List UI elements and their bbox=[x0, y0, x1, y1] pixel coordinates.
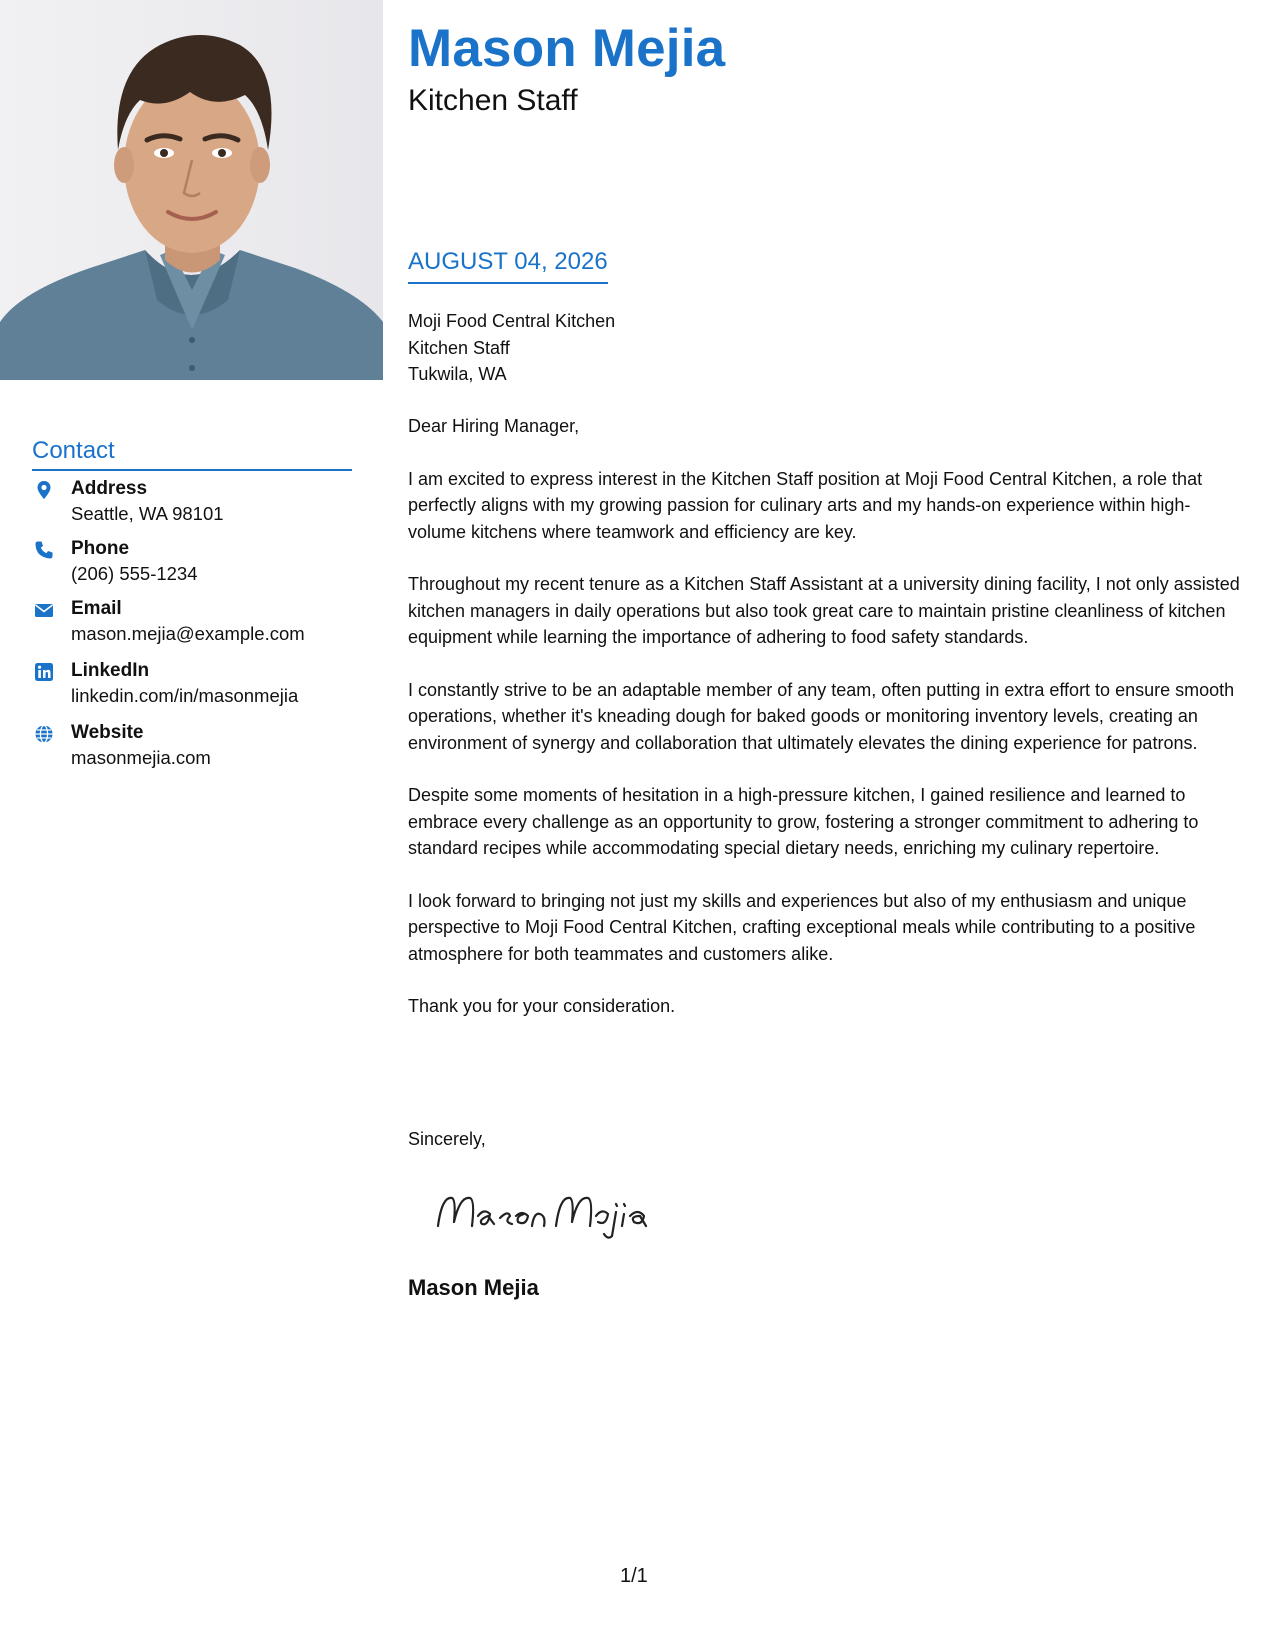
contact-heading: Contact bbox=[32, 437, 352, 471]
letter-date: AUGUST 04, 2026 bbox=[408, 248, 608, 284]
contact-value: Seattle, WA 98101 bbox=[71, 503, 224, 524]
recipient-location: Tukwila, WA bbox=[408, 364, 507, 384]
contact-label: Email bbox=[71, 598, 122, 619]
letter-paragraph: I constantly strive to be an adaptable member of any team, often putting in extra effort to ensure smooth operations, whether it's kneading dough for baked goods or monitoring inventory levels, creating an environment of synergy and collaboration that ultimately elevates the dining experience for patrons. bbox=[408, 679, 1235, 753]
signed-name: Mason Mejia bbox=[408, 1275, 539, 1300]
salutation: Dear Hiring Manager, bbox=[408, 416, 580, 436]
portrait-illustration bbox=[0, 0, 383, 380]
recipient-company: Moji Food Central Kitchen bbox=[408, 311, 616, 331]
phone-icon bbox=[34, 540, 54, 560]
profile-photo bbox=[0, 0, 383, 380]
contact-value: (206) 555-1234 bbox=[71, 563, 198, 584]
closing: Sincerely, bbox=[408, 1129, 486, 1149]
letter-body bbox=[408, 413, 1240, 1046]
letter-paragraph: Throughout my recent tenure as a Kitchen Staff Assistant at a university dining facility, I not only assisted kitchen managers in daily operations but also took great care to maintain pristine cleanliness of kitchen equipment while learning the importance of adhering to food safety standards. bbox=[408, 574, 1240, 647]
recipient-block bbox=[408, 308, 615, 388]
contact-value[interactable]: masonmejia.com bbox=[71, 747, 211, 768]
contact-value[interactable]: mason.mejia@example.com bbox=[71, 623, 305, 644]
contact-label: Address bbox=[71, 478, 148, 499]
recipient-position: Kitchen Staff bbox=[408, 337, 510, 358]
linkedin-icon bbox=[34, 662, 54, 682]
job-title: Kitchen Staff bbox=[408, 84, 578, 117]
contact-value[interactable]: linkedin.com/in/masonmejia bbox=[71, 685, 299, 706]
signature-image bbox=[430, 1182, 660, 1242]
letter-paragraph: Despite some moments of hesitation in a high-pressure kitchen, I gained resilience and learned to embrace every challenge as an opportunity to grow, fostering a stronger commitment to adhering to standard recipes while accommodating special dietary needs, enriching my culinary repertoire. bbox=[408, 785, 1199, 858]
contact-label: Website bbox=[71, 722, 144, 743]
envelope-icon bbox=[34, 600, 54, 620]
candidate-name: Mason Mejia bbox=[408, 19, 726, 78]
letter-paragraph: I look forward to bringing not just my skills and experiences but also of my enthusiasm and unique perspective to Moji Food Central Kitchen, crafting exceptional meals while contributing to a positive atmosphere for both teammates and customers alike. bbox=[408, 890, 1196, 964]
location-pin-icon bbox=[34, 480, 54, 500]
letter-paragraph: I am excited to express interest in the Kitchen Staff position at Moji Food Central Kitchen, a role that perfectly aligns with my growing passion for culinary arts and my hands-on experience within high-volume kitchens where teamwork and efficiency are key. bbox=[408, 468, 1203, 542]
globe-icon bbox=[34, 724, 54, 744]
contact-label: Phone bbox=[71, 538, 130, 559]
letter-paragraph: Thank you for your consideration. bbox=[408, 996, 676, 1016]
page-number: 1/1 bbox=[620, 1565, 648, 1587]
contact-label: LinkedIn bbox=[71, 660, 150, 681]
